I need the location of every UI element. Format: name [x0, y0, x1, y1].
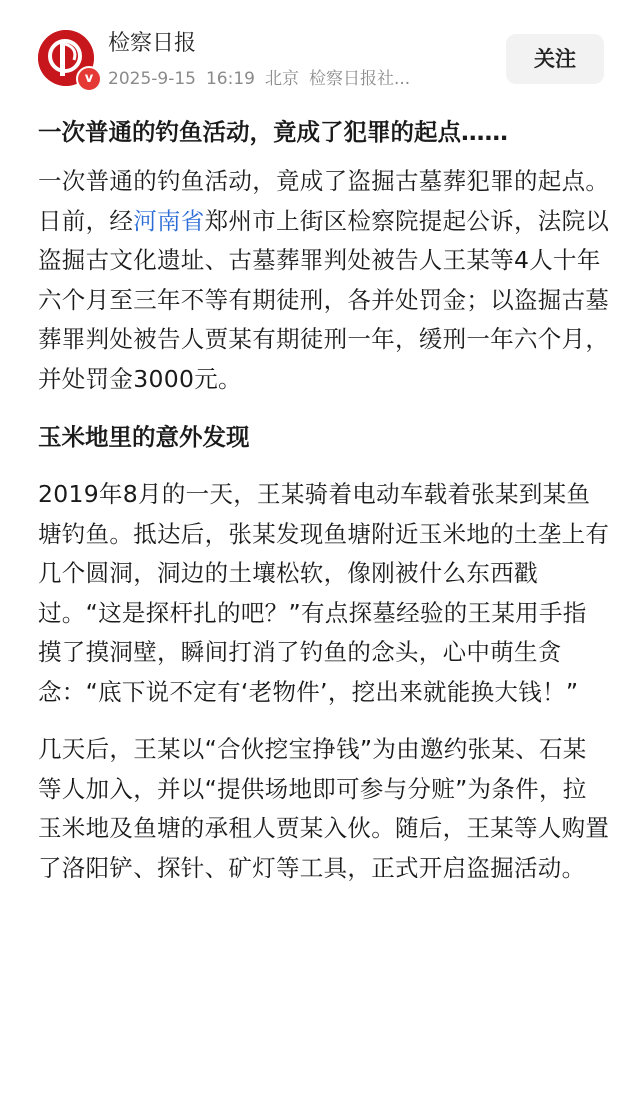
post-location: 北京: [264, 69, 299, 89]
post-date: 2025-9-15: [108, 69, 196, 89]
post-meta: [108, 64, 420, 89]
verified-badge-icon: v: [76, 66, 102, 92]
article-body: [38, 110, 610, 906]
article-paragraph-3: 几天后，王某以“合伙挖宝挣钱”为由邀约张某、石某等人加入，并以“提供场地即可参与分赃”为条件，拉玉米地及鱼塘的承租人贾某入伙。随后，王某等人购置了洛阳铲、探针、矿灯等工具，正式开启盗掘活动。: [38, 735, 610, 882]
article-title: 一次普通的钓鱼活动，竟成了犯罪的起点……: [38, 118, 508, 146]
account-name[interactable]: 检察日报: [108, 31, 197, 56]
section-heading: 玉米地里的意外发现: [38, 423, 250, 451]
follow-button[interactable]: 关注: [506, 34, 604, 84]
post-source: 检察日报社...: [308, 69, 411, 89]
article-paragraph-1: [38, 162, 610, 399]
para1-text-before: 一次普通的钓鱼活动，竟成了盗掘古墓葬犯罪的起点。日前，经: [38, 167, 610, 235]
article-paragraph-2: 2019年8月的一天，王某骑着电动车载着张某到某鱼塘钓鱼。抵达后，张某发现鱼塘附近玉米地的土垄上有几个圆洞，洞边的土壤松软，像刚被什么东西戳过。“这是探杆扎的吧？”有点探墓经验的王某用手指摸了摸洞壁，瞬间打消了钓鱼的念头，心中萌生贪念：“底下说不定有‘老物件’，挖出来就能换大钱！”: [38, 480, 610, 706]
para1-text-after: 郑州市上街区检察院提起公诉，法院以盗掘古文化遗址、古墓葬罪判处被告人王某等4人十年六个月至三年不等有期徒刑，各并处罚金；以盗掘古墓葬罪判处被告人贾某有期徒刑一年，缓刑一年六个月，并处罚金3000元。: [38, 206, 610, 393]
post-time: 16:19: [205, 69, 255, 89]
post-header: [0, 0, 640, 110]
location-link[interactable]: 河南省: [133, 206, 205, 235]
